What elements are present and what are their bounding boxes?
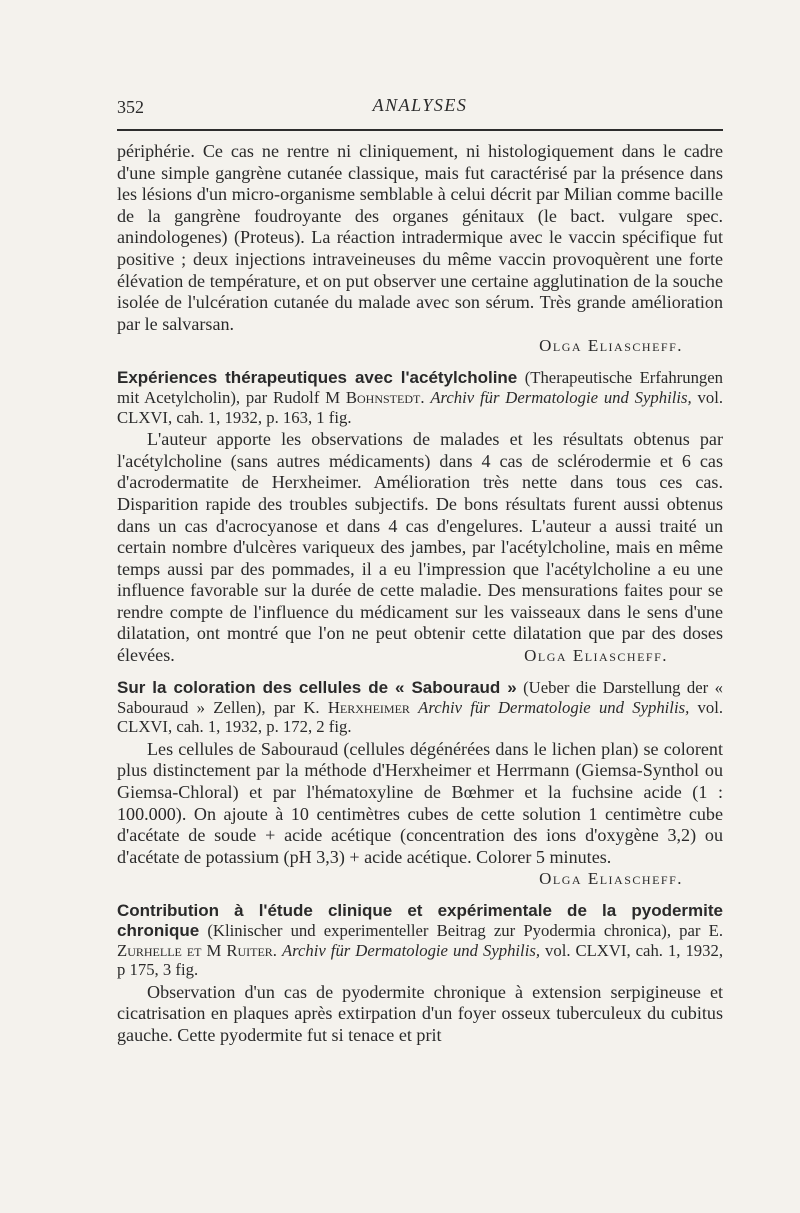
journal-name: Archiv für Dermatologie und Syphilis, bbox=[281, 940, 540, 960]
journal-name: Archiv für Dermatologie und Syphilis, bbox=[418, 697, 690, 717]
citation: vol. CLXVI, cah. 1, 1932, p 175, 3 fig. bbox=[117, 940, 724, 980]
original-title: (Therapeutische Erfahrungen mit Acetylcholin), par Rudolf M bbox=[117, 368, 724, 407]
body-text bbox=[117, 141, 723, 1047]
running-title: ANALYSES bbox=[372, 95, 468, 115]
header-rule bbox=[117, 129, 723, 131]
signature: Olga Eliascheff. bbox=[539, 869, 683, 889]
article-body: L'auteur apporte les observations de malades et les résultats obtenus par l'acétylcholine (sans autres médicaments) dans 4 cas de sclérodermie et 6 cas d'acrodermatite de Herxheimer. Amélioration très nette dans tous ces cas. Disparition rapide des troubles subjectifs. De bons résultats furent aussi obtenus dans un cas d'acrocyanose et dans 4 cas d'engelures. L'auteur a aussi traité un certain nombre d'ulcères variqueux des jambes, par l'acétylcholine, mais en même temps aussi par des pommades, il a eu l'impression que l'acétylcholine a eu une influence favorable sur la durée de cette maladie. Des mensurations faites pour se rendre compte de l'influence du médicament sur les vaisseaux dans le sens d'une dilatation, ont montré que l'on ne peut obtenir cette dilatation que par des doses élevées. bbox=[117, 429, 723, 666]
signature: Olga Eliascheff. bbox=[524, 646, 668, 666]
article-body: Observation d'un cas de pyodermite chronique à extension serpigineuse et cicatrisation en plaques après extirpation d'un foyer osseux tuberculeux du cubitus gauche. Cette pyodermite fut si tenace et prit bbox=[117, 981, 723, 1045]
citation: vol. CLXVI, cah. 1, 1932, p. 163, 1 fig. bbox=[117, 387, 724, 427]
original-title: (Klinischer und experimenteller Beitrag zur Pyodermia chronica), par E. bbox=[207, 921, 723, 940]
article-heading bbox=[117, 368, 723, 427]
page-number: 352 bbox=[117, 97, 144, 117]
citation: vol. CLXVI, cah. 1, 1932, p. 172, 2 fig. bbox=[117, 697, 723, 737]
journal-name: Archiv für Dermatologie und Syphilis, bbox=[430, 387, 692, 407]
article-title: Contribution à l'étude clinique et expérimentale de la pyodermite chronique bbox=[117, 901, 723, 940]
article-author: Zurhelle et M Ruiter. bbox=[117, 940, 277, 960]
original-title: (Ueber die Darstellung der « Sabouraud » Zellen), par K. bbox=[117, 678, 723, 717]
article-author: Bohnstedt. bbox=[345, 387, 425, 407]
article-heading bbox=[117, 901, 723, 979]
running-head bbox=[117, 93, 723, 123]
article-author: Herxheimer bbox=[327, 697, 410, 717]
signature: Olga Eliascheff. bbox=[539, 336, 683, 356]
article-heading bbox=[117, 678, 723, 737]
article-body: Les cellules de Sabouraud (cellules dégénérées dans le lichen plan) se colorent plus distinctement par la méthode d'Herxheimer et Herrmann (Giemsa-Synthol ou Giemsa-Chloral) et par l'hématoxyline de Bœhmer et la fuchsine acide (1 : 100.000). On ajoute à 10 centimètres cubes de cette solution 1 centimètre cube d'acétate de soude + acide acétique (concentration des ions d'oxygène 3,2) ou d'acétate de potassium (pH 3,3) + acide acétique. Colorer 5 minutes. bbox=[117, 738, 723, 867]
article-title: Expériences thérapeutiques avec l'acétylcholine bbox=[117, 368, 518, 388]
continued-paragraph: périphérie. Ce cas ne rentre ni cliniquement, ni histologiquement dans le cadre d'une simple gangrène cutanée classique, mais fut caractérisé par la présence dans les lésions d'un micro-organisme semblable à celui décrit par Milian comme bacille de la gangrène foudroyante des organes génitaux (le bact. vulgare spec. anindologenes) (Proteus). La réaction intradermique avec le vaccin spécifique fut positive ; deux injections intraveineuses du même vaccin provoquèrent une forte élévation de température, et on put observer une certaine agglutination de la souche isolée de l'ulcération cutanée du malade avec son sérum. Très grande amélioration par le salvarsan. bbox=[117, 141, 723, 334]
article-title: Sur la coloration des cellules de « Sabouraud » bbox=[117, 678, 517, 698]
